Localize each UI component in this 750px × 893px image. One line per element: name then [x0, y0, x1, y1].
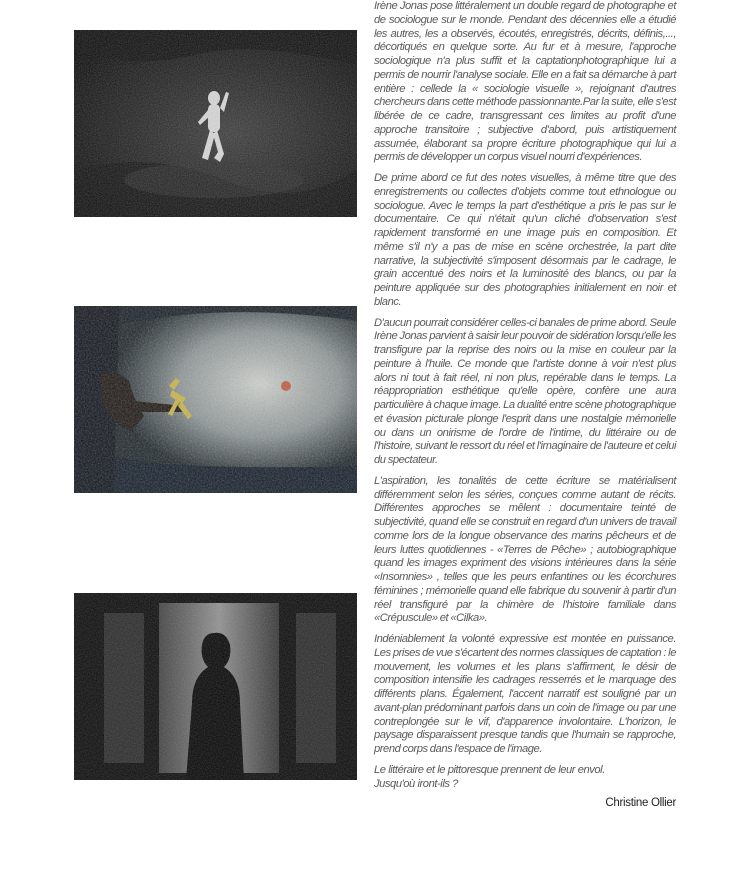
closing-line-1: Le littéraire et le pittoresque prennent de leur envol.	[374, 763, 605, 776]
closing-line-2: Jusqu'où iront-ils ?	[374, 777, 458, 790]
author-signature: Christine Ollier	[605, 797, 676, 810]
article-text	[374, 0, 676, 809]
paragraph-5: Indéniablement la volonté expressive est montée en puissance. Les prises de vue s'écartent des normes classiques de captation : le mouvement, les volumes et les plans s'affirment, le désir de composition intensifie les cadrages resserrés et le marquage des différents plans. Également, l'accent narratif est souligné par un avant-plan prédominant parfois dans un coin de l'image ou par une contreplongée sur le vif, d'apparence involontaire. L'horizon, le paysage disparaissent presque tandis que l'humain se rapproche, prend corps dans l'espace de l'image.	[374, 633, 676, 755]
paragraph-4: L'aspiration, les tonalités de cette écriture se matérialisent différemment selon les séries, conçues comme autant de récits. Différentes approches se mêlent : documentaire teinté de subjectivité, quand elle se construit en regard d'un univers de travail comme lors de la longue observance des marins pêcheurs et de leurs luttes quotidiennes - «Terres de Pêche» ; autobiographique quand les images expriment des visions intérieures dans la série «Insomnies» , telles que les peurs enfantines ou les écorchures féminines ; mémorielle quand elle fabrique du souvenir à partir d'un réel transfiguré par la chimère de l'histoire familiale dans «Crépuscule» et «Cilka».	[374, 474, 676, 625]
photo-child-in-dark-pool	[74, 30, 357, 217]
paragraph-1: Irène Jonas pose littéralement un double regard de photographe et de sociologue sur le monde. Pendant des décennies elle a étudié les autres, les a observés, écoutés, enregistrés, décrits, définis,..., décortiqués en quelque sorte. Au fur et à mesure, l'approche sociologique n'a plus suffit et la captationphotographique lui a permis de nourrir l'analyse sociale. Elle en a fait sa démarche à part entière : cellede la « sociologie visuelle », rejoignant d'autres chercheurs dans cette méthode passionnante.Par la suite, elle s'est libérée de ce cadre, transgressant ces limites au profit d'une approche transitoire ; subjective d'abord, puis artistiquement assumée, élaborant sa propre écriture photographique qui lui a permis de développer un corpus visuel nourri d'expériences.	[374, 0, 676, 164]
photo-woman-silhouette-window	[74, 593, 357, 780]
photo-figure-against-lit-wall	[74, 306, 357, 493]
paragraph-3: D'aucun pourrait considérer celles-ci banales de prime abord. Seule Irène Jonas parvient à saisir leur pouvoir de sidération lorsqu'elle les transfigure par la reprise des noirs ou la mise en couleur par la peinture à l'huile. Ce monde que l'artiste donne à voir n'est plus alors ni tout à fait réel, ni non plus, repérable dans le temps. La réappropriation esthétique qu'elle opère, confère une aura particulière à chaque image. La dualité entre scène photographique et évasion picturale plonge l'esprit dans une nostalgie mémorielle ou dans un onirisme de l'ordre de l'intime, du littéraire ou de l'histoire, suivant le ressort du réel et l'imaginaire de l'auteure et celui du spectateur.	[374, 316, 676, 466]
paragraph-2: De prime abord ce fut des notes visuelles, à même titre que des enregistrements ou collectes d'objets comme tout ethnologue ou sociologue. Avec le temps la part d'esthétique a pris le pas sur le documentaire. Ce qui n'était qu'un cliché d'observation s'est rapidement transformé en une image puis en composition. Et même s'il n'y a pas de mise en scène orchestrée, la part dite narrative, la subjectivité s'imposent désormais par le cadrage, le grain accentué des noirs et la luminosité des blancs, ou par la peinture appliquée sur des photographies initialement en noir et blanc.	[374, 172, 676, 308]
